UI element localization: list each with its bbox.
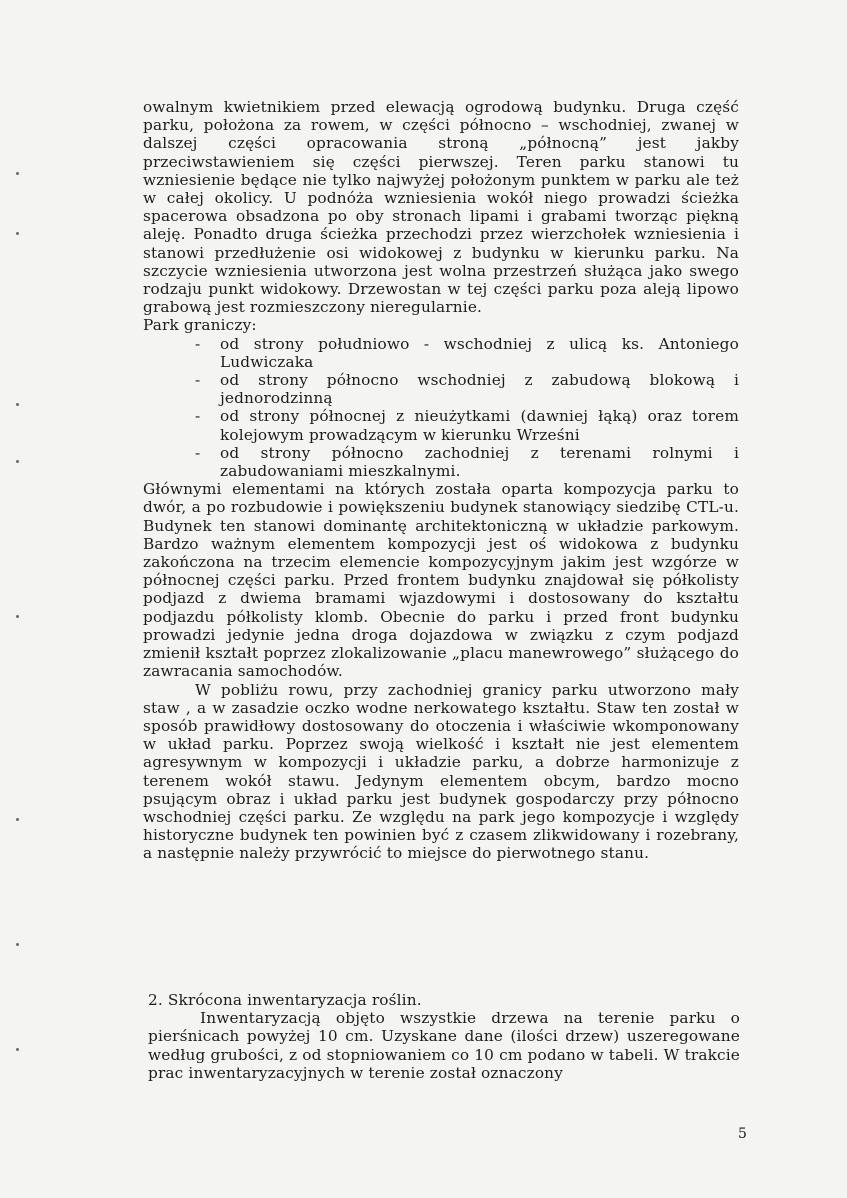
- paragraph-park-north: owalnym kwietnikiem przed elewacją ogrodową budynku. Druga część parku, położona za rowem, w części północno – wschodniej, zwanej w dalszej części opracowania stroną „północną” jest jakby przeciwstawieniem się części pierwszej. Teren parku stanowi tu wzniesienie będące nie tylko najwyżej położonym punktem w parku ale też w całej okolicy. U podnóża wzniesienia wokół niego prowadzi ścieżka spacerowa obsadzona po oby stronach lipami i grabami tworząc piękną aleję. Ponadto druga ścieżka przechodzi przez wierzchołek wzniesienia i stanowi przedłużenie osi widokowej z budynku w kierunku parku. Na szczycie wzniesienia utworzona jest wolna przestrzeń służąca jako swego rodzaju punkt widokowy. Drzewostan w tej części parku poza aleją lipowo grabową jest rozmieszczony nieregularnie.: [143, 98, 739, 317]
- paragraph-composition: Głównymi elementami na których została oparta kompozycja parku to dwór, a po rozbudowie i powiększeniu budynek stanowiący siedzibę CTL-u. Budynek ten stanowi dominantę architektoniczną w układzie parkowym. Bardzo ważnym elementem kompozycji jest oś widokowa z budynku zakończona na trzecim elemencie kompozycyjnym jakim jest wzgórze w północnej części parku. Przed frontem budynku znajdował się półkolisty podjazd z dwiema bramami wjazdowymi i dostosowany do kształtu podjazdu półkolisty klomb. Obecnie do parku i przed front budynku prowadzi jedynie jedna droga dojazdowa w związku z czym podjazd zmienił kształt poprzez zlokalizowanie „placu manewrowego” służącego do zawracania samochodów.: [143, 480, 739, 681]
- margin-mark: [16, 615, 19, 618]
- border-list-intro: Park graniczy:: [143, 316, 257, 335]
- border-list-item: - od strony południowo - wschodniej z ulicą ks. Antoniego Ludwiczaka: [195, 335, 739, 371]
- main-text: [143, 98, 739, 863]
- margin-mark: [16, 403, 19, 406]
- margin-mark: [16, 460, 19, 463]
- margin-mark: [16, 818, 19, 821]
- border-list-item: - od strony północno wschodniej z zabudową blokową i jednorodzinną: [195, 371, 739, 407]
- section-heading: 2. Skrócona inwentaryzacja roślin.: [148, 991, 422, 1009]
- margin-mark: [16, 232, 19, 235]
- border-list-item: - od strony północno zachodniej z terenami rolnymi i zabudowaniami mieszkalnymi.: [195, 444, 739, 480]
- border-list-item: - od strony północnej z nieużytkami (dawniej łąką) oraz torem kolejowym prowadzącym w kierunku Wrześni: [195, 407, 739, 443]
- inventory-section: [148, 991, 740, 1082]
- margin-mark: [16, 943, 19, 946]
- margin-mark: [16, 172, 19, 175]
- section-paragraph: Inwentaryzacją objęto wszystkie drzewa na terenie parku o pierśnicach powyżej 10 cm. Uzyskane dane (ilości drzew) uszeregowane według grubości, z od stopniowaniem co 10 cm podano w tabeli. W trakcie prac inwentaryzacyjnych w terenie został oznaczony: [148, 1009, 740, 1082]
- border-list: [143, 335, 739, 481]
- paragraph-pond: W pobliżu rowu, przy zachodniej granicy parku utworzono mały staw , a w zasadzie oczko wodne nerkowatego kształtu. Staw ten został w sposób prawidłowy dostosowany do otoczenia i właściwie wkomponowany w układ parku. Poprzez swoją wielkość i kształt nie jest elementem agresywnym w kompozycji i układzie parku, a dobrze harmonizuje z terenem wokół stawu. Jedynym elementem obcym, bardzo mocno psującym obraz i układ parku jest budynek gospodarczy przy północno wschodniej części parku. Ze względu na park jego kompozycje i względy historyczne budynek ten powinien być z czasem zlikwidowany i rozebrany, a następnie należy przywrócić to miejsce do pierwotnego stanu.: [143, 680, 739, 863]
- page-number: 5: [738, 1126, 747, 1142]
- margin-mark: [16, 1048, 19, 1051]
